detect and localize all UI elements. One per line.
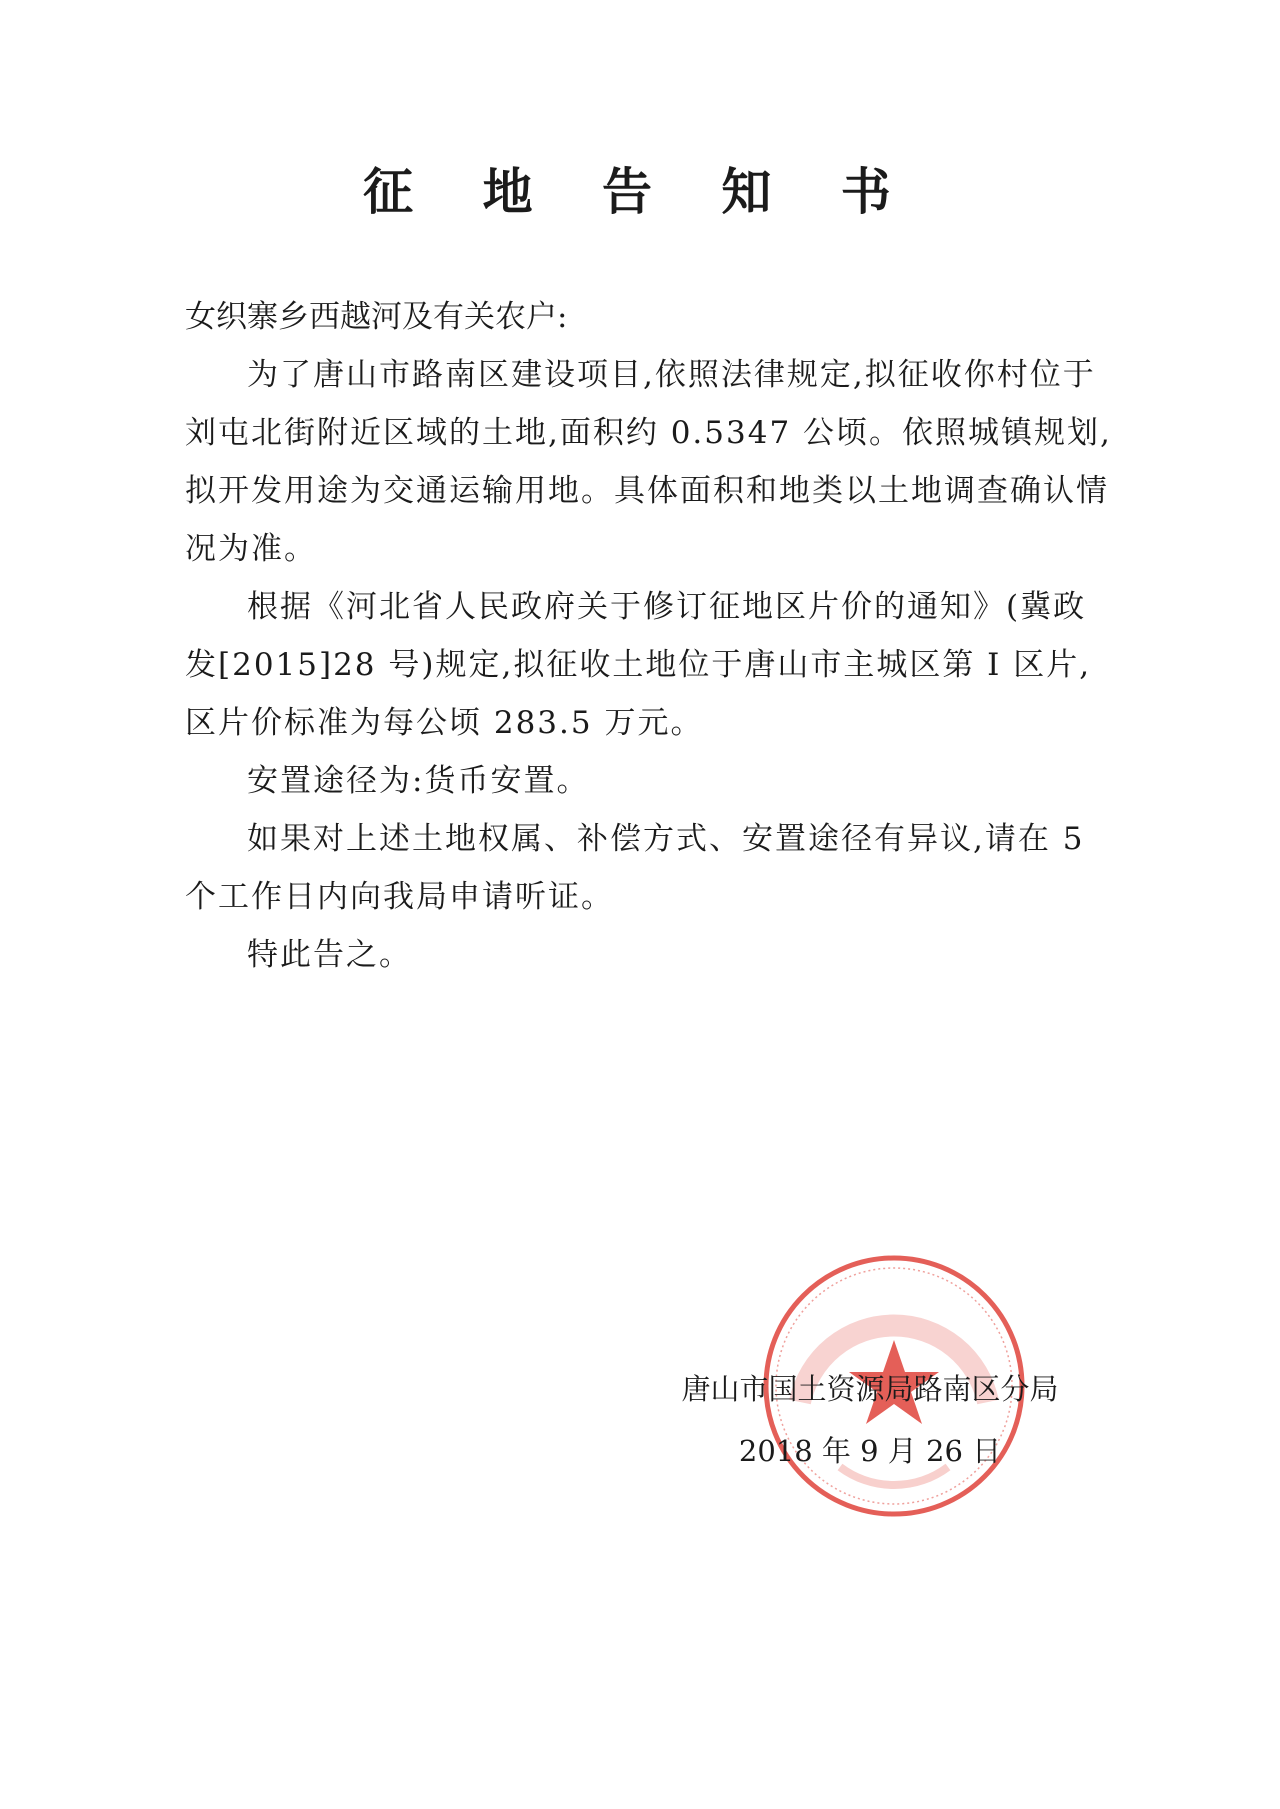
paragraph-project: 为了唐山市路南区建设项目,依照法律规定,拟征收你村位于刘屯北街附近区域的土地,面积约 0.5347 公顷。依照城镇规划,拟开发用途为交通运输用地。具体面积和地类以土地调查确认情况为准。 <box>185 357 1112 567</box>
paragraph-resettlement: 安置途径为:货币安置。 <box>247 763 590 799</box>
signature-block <box>640 1358 1100 1482</box>
document-title: 征 地 告 知 书 <box>363 162 917 221</box>
document-body <box>185 288 1115 984</box>
paragraph-hearing: 如果对上述土地权属、补偿方式、安置途径有异议,请在 5 个工作日内向我局申请听证。 <box>185 821 1085 915</box>
salutation: 女织寨乡西越河及有关农户: <box>185 299 568 335</box>
issue-date: 2018 年 9 月 26 日 <box>738 1434 1002 1468</box>
issuing-authority: 唐山市国土资源局路南区分局 <box>681 1372 1059 1406</box>
paragraph-compensation-standard: 根据《河北省人民政府关于修订征地区片价的通知》(冀政发[2015]28 号)规定,拟征收土地位于唐山市主城区第 I 区片,区片价标准为每公顷 283.5 万元。 <box>185 589 1092 741</box>
paragraph-closing: 特此告之。 <box>247 937 412 973</box>
